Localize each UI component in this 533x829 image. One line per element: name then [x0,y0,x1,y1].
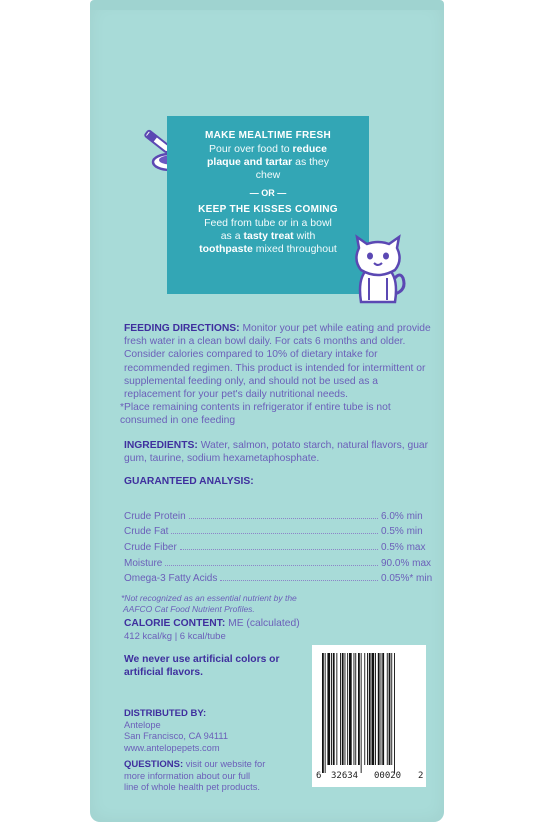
promo-text-kisses: Feed from tube or in a bowl as a tasty treat with toothpaste mixed throughout [199,217,337,255]
promo-text-fresh: Pour over food to reduce plaque and tartar as they chew [207,143,329,181]
feeding-directions: FEEDING DIRECTIONS: Monitor your pet while eating and provide fresh water in a clean bowl daily. For cats 6 months and older. Consider calories compared to 10% of dietary intake for recommended regimen. This product is intended for intermittent or supplemental feeding only, and should not be used as a replacement for your pet's daily nutritional needs. [124,323,431,401]
analysis-row: Crude Fat 0.5% min [124,526,423,538]
ingredients: INGREDIENTS: Water, salmon, potato starch, natural flavors, guar gum, taurine, sodium hexametaphosphate. [124,439,429,464]
calorie-content: CALORIE CONTENT: ME (calculated) 412 kcal/kg | 6 kcal/tube [124,618,300,642]
barcode [312,645,426,787]
barcode-number: 6 32634 00020 2 [316,771,424,781]
promo-box [167,116,369,294]
or-divider: — OR — [249,188,287,198]
pouch-seal [90,0,444,10]
promo-heading-kisses: KEEP THE KISSES COMING [198,204,338,215]
analysis-row: Moisture 90.0% max [124,557,432,569]
promo-heading-fresh: MAKE MEALTIME FRESH [204,130,332,141]
analysis-row: Crude Fiber 0.5% max [124,542,426,554]
refrigeration-note: *Place remaining contents in refrigerator if entire tube is not consumed in one feeding [120,402,391,427]
analysis-table [121,506,441,615]
analysis-row: Crude Protein 6.0% min [124,510,423,522]
label-text [120,322,434,488]
cat-icon [347,232,409,304]
no-artificial-claim: We never use artificial colors or artificial flavors. [124,654,280,678]
distributor-info: DISTRIBUTED BY: Antelope San Francisco, CA 94111 www.antelopepets.com QUESTIONS: visit our website for more information about our full line of whole health pet products. [124,708,266,792]
analysis-footnote: *Not recognized as an essential nutrient by the AAFCO Cat Food Nutrient Profiles. [121,593,297,615]
barcode-bars [322,653,416,773]
analysis-heading: GUARANTEED ANALYSIS: [124,476,254,488]
analysis-row: Omega-3 Fatty Acids 0.05%* min [124,573,433,585]
